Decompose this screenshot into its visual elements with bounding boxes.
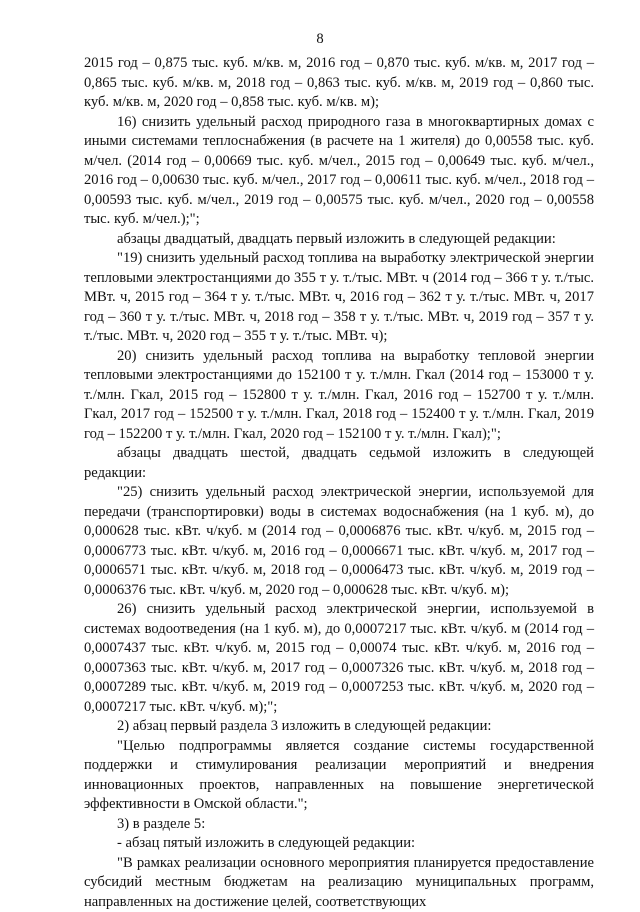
document-body (84, 54, 594, 912)
paragraph-section-5-heading: 3) в разделе 5: (84, 815, 594, 835)
paragraph-item-19: "19) снизить удельный расход топлива на выработку электрической энергии тепловыми электростанциями до 355 т у. т./тыс. МВт. ч (2014 год – 366 т у. т./тыс. МВт. ч, 2015 год – 364 т у. т./тыс. МВт. ч, 2016 год – 362 т у. т./тыс. МВт. ч, 2017 год – 360 т у. т./тыс. МВт. ч, 2018 год – 358 т у. т./тыс. МВт. ч, 2019 год – 357 т у. т./тыс. МВт. ч, 2020 год – 355 т у. т./тыс. МВт. ч); (84, 249, 594, 347)
paragraph-section-5-instruction: - абзац пятый изложить в следующей редакции: (84, 834, 594, 854)
paragraph-item-25: "25) снизить удельный расход электрической энергии, используемой для передачи (транспортировки) воды в системах водоснабжения (на 1 куб. м), до 0,000628 тыс. кВт. ч/куб. м (2014 год – 0,0006876 тыс. кВт. ч/куб. м, 2015 год – 0,0006773 тыс. кВт. ч/куб. м, 2016 год – 0,0006671 тыс. кВт. ч/куб. м, 2017 год – 0,0006571 тыс. кВт. ч/куб. м, 2018 год – 0,0006473 тыс. кВт. ч/куб. м, 2019 год – 0,0006376 тыс. кВт. ч/куб. м, 2020 год – 0,000628 тыс. кВт. ч/куб. м); (84, 483, 594, 600)
paragraph-section-3-goal: "Целью подпрограммы является создание системы государственной поддержки и стимулирования реализации мероприятий и внедрения инновационных проектов, направленных на повышение энергетической эффективности в Омской области."; (84, 737, 594, 815)
paragraph-section-5-text: "В рамках реализации основного мероприятия планируется предоставление субсидий местным бюджетам на реализацию муниципальных программ, направленных на достижение целей, соответствующих (84, 854, 594, 912)
paragraph-item-26: 26) снизить удельный расход электрической энергии, используемой в системах водоотведения (на 1 куб. м), до 0,0007217 тыс. кВт. ч/куб. м (2014 год – 0,0007437 тыс. кВт. ч/куб. м, 2015 год – 0,00074 тыс. кВт. ч/куб. м, 2016 год – 0,0007363 тыс. кВт. ч/куб. м, 2017 год – 0,0007326 тыс. кВт. ч/куб. м, 2018 год – 0,0007289 тыс. кВт. ч/куб. м, 2019 год – 0,0007253 тыс. кВт. ч/куб. м, 2020 год – 0,0007217 тыс. кВт. ч/куб. м);"; (84, 600, 594, 717)
paragraph-item-16: 16) снизить удельный расход природного газа в многоквартирных домах с иными системами теплоснабжения (в расчете на 1 жителя) до 0,00558 тыс. куб. м/чел. (2014 год – 0,00669 тыс. куб. м/чел., 2015 год – 0,00649 тыс. куб. м/чел., 2016 год – 0,00630 тыс. куб. м/чел., 2017 год – 0,00611 тыс. куб. м/чел., 2018 год – 0,00593 тыс. куб. м/чел., 2019 год – 0,00575 тыс. куб. м/чел., 2020 год – 0,00558 тыс. куб. м/чел.);"; (84, 113, 594, 230)
paragraph-instruction-26-27: абзацы двадцать шестой, двадцать седьмой изложить в следующей редакции: (84, 444, 594, 483)
paragraph-section-3-instruction: 2) абзац первый раздела 3 изложить в следующей редакции: (84, 717, 594, 737)
paragraph-instruction-20-21: абзацы двадцатый, двадцать первый изложить в следующей редакции: (84, 230, 594, 250)
paragraph-continuation-2015-2020: 2015 год – 0,875 тыс. куб. м/кв. м, 2016 год – 0,870 тыс. куб. м/кв. м, 2017 год – 0,865 тыс. куб. м/кв. м, 2018 год – 0,863 тыс. куб. м/кв. м, 2019 год – 0,860 тыс. куб. м/кв. м, 2020 год – 0,858 тыс. куб. м/кв. м); (84, 54, 594, 113)
paragraph-item-20: 20) снизить удельный расход топлива на выработку тепловой энергии тепловыми электростанциями до 152100 т у. т./млн. Гкал (2014 год – 153000 т у. т./млн. Гкал, 2015 год – 152800 т у. т./млн. Гкал, 2016 год – 152700 т у. т./млн. Гкал, 2017 год – 152500 т у. т./млн. Гкал, 2018 год – 152400 т у. т./млн. Гкал, 2019 год – 152200 т у. т./млн. Гкал, 2020 год – 152100 т у. т./млн. Гкал);"; (84, 347, 594, 445)
page-number: 8 (0, 30, 640, 50)
